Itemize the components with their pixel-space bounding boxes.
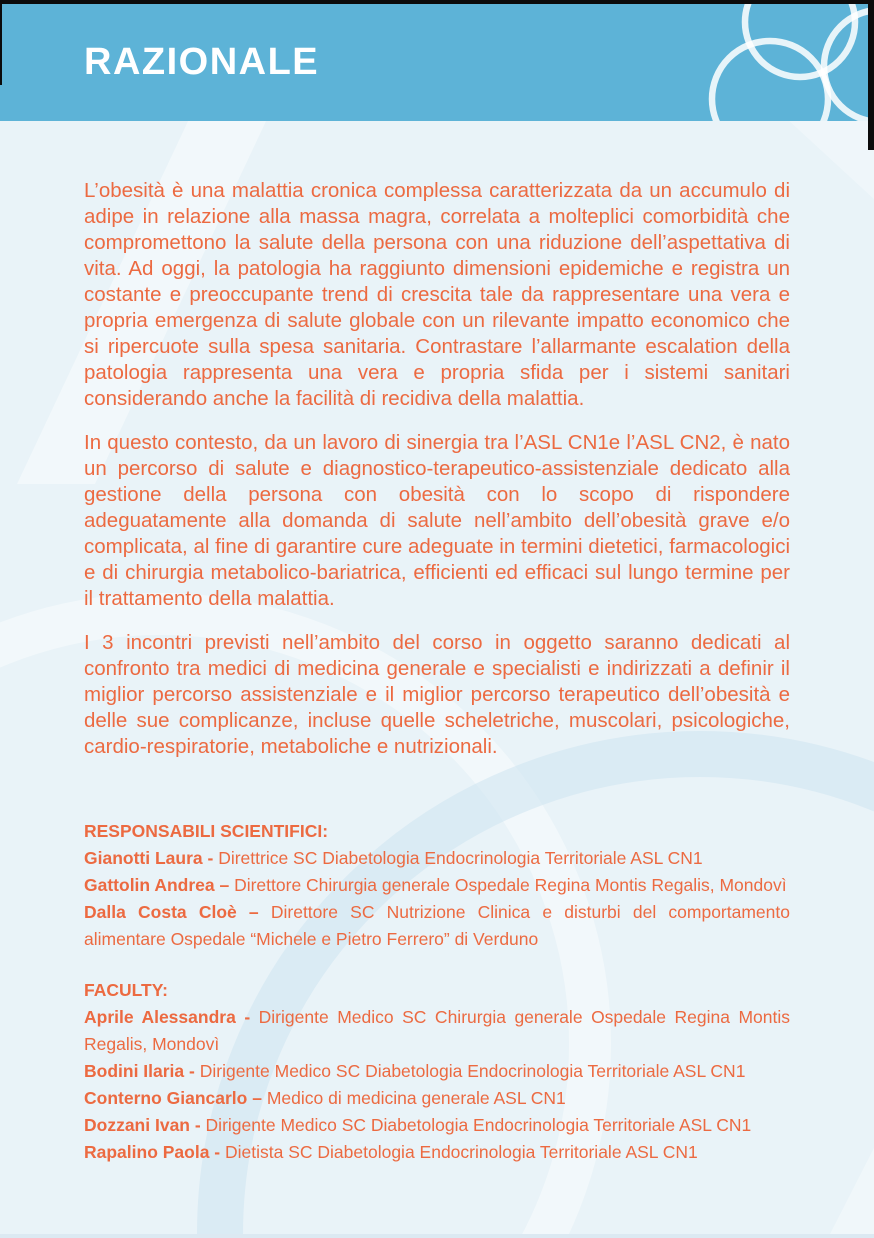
body-paragraph: L’obesità è una malattia cronica complessa caratterizzata da un accumulo di adipe in relazione alla massa magra, correlata a molteplici comorbidità che compromettono la salute della persona con una riduzione dell’aspettativa di vita. Ad oggi, la patologia ha raggiunto dimensioni epidemiche e registra un costante e preoccupante trend di crescita tale da rappresentare una vera e propria emergenza di salute globale con un rilevante impatto economico che si ripercuote sulla spesa sanitaria. Contrastare l’allarmante escalation della patologia rappresenta una vera e propria sfida per i sistemi sanitari considerando anche la facilità di recidiva della malattia. (84, 179, 790, 410)
document-page (0, 4, 874, 1238)
person-name: Gianotti Laura - (84, 848, 219, 868)
people-sections (84, 818, 790, 1166)
person-name: Rapalino Paola - (84, 1142, 225, 1162)
body-paragraph: In questo contesto, da un lavoro di sinergia tra l’ASL CN1e l’ASL CN2, è nato un percorso di salute e diagnostico-terapeutico-assistenziale dedicato alla gestione della persona con obesità con lo scopo di rispondere adeguatamente alla domanda di salute nell’ambito dell’obesità grave e/o complicata, al fine di garantire cure adeguate in termini dietetici, farmacologici e di chirurgia metabolico-bariatrica, efficienti ed efficaci sul lungo termine per il trattamento della malattia. (84, 431, 790, 610)
body-paragraph: I 3 incontri previsti nell’ambito del corso in oggetto saranno dedicati al confronto tra medici di medicina generale e specialisti e indirizzati a definir il miglior percorso assistenziale e il miglior percorso terapeutico dell’obesità e delle sue complicanze, incluse quelle scheletriche, muscolari, psicologiche, cardio-respiratorie, metaboliche e nutrizionali. (84, 631, 790, 758)
person-name: Conterno Giancarlo – (84, 1088, 267, 1108)
person-name: Dalla Costa Cloè – (84, 902, 271, 922)
content-area (0, 121, 874, 1166)
section-heading: FACULTY: (84, 980, 168, 1000)
person-role: Dirigente Medico SC Diabetologia Endocrinologia Territoriale ASL CN1 (205, 1115, 752, 1135)
person-entry (84, 872, 790, 899)
page-edge (0, 0, 874, 4)
overlapping-circles-icon (654, 4, 874, 121)
person-entry (84, 1058, 790, 1085)
person-role: Direttore Chirurgia generale Ospedale Regina Montis Regalis, Mondovì (234, 875, 787, 895)
person-entry (84, 1085, 790, 1112)
person-entry (84, 845, 790, 872)
section-heading: RESPONSABILI SCIENTIFICI: (84, 821, 329, 841)
person-entry (84, 1139, 790, 1166)
person-role: Dirigente Medico SC Chirurgia generale Ospedale Regina Montis Regalis, Mondovì (84, 1007, 790, 1054)
page-bottom-edge (0, 1234, 874, 1238)
person-role: Dirigente Medico SC Diabetologia Endocrinologia Territoriale ASL CN1 (199, 1061, 746, 1081)
person-entry (84, 1004, 790, 1058)
header-band (0, 4, 874, 121)
person-entry (84, 899, 790, 953)
person-role: Direttrice SC Diabetologia Endocrinologia Territoriale ASL CN1 (218, 848, 703, 868)
section-faculty (84, 977, 790, 1166)
page-title: RAZIONALE (84, 41, 320, 83)
person-role: Dietista SC Diabetologia Endocrinologia Territoriale ASL CN1 (225, 1142, 698, 1162)
person-role: Direttore SC Nutrizione Clinica e disturbi del comportamento alimentare Ospedale “Michele e Pietro Ferrero” di Verduno (84, 902, 790, 949)
person-role: Medico di medicina generale ASL CN1 (266, 1088, 566, 1108)
person-name: Aprile Alessandra - (84, 1007, 259, 1027)
person-name: Dozzani Ivan - (84, 1115, 206, 1135)
section-responsabili-scientifici (84, 818, 790, 953)
page-edge (868, 0, 874, 150)
person-name: Gattolin Andrea – (84, 875, 235, 895)
person-name: Bodini Ilaria - (84, 1061, 200, 1081)
person-entry (84, 1112, 790, 1139)
page-edge (0, 0, 2, 85)
